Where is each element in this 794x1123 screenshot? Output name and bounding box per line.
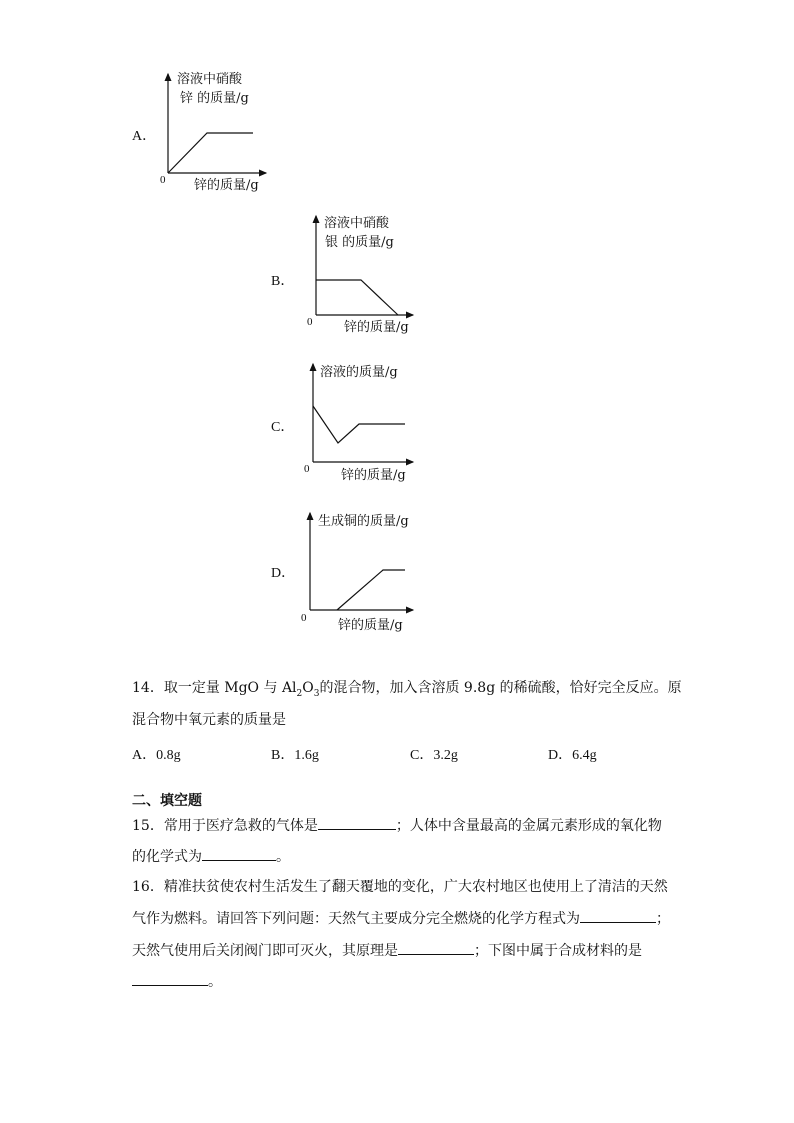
q14-text-a: 14．取一定量 MgO 与 Al — [132, 680, 297, 696]
graph-a-xlabel: 锌的质量/g — [194, 178, 259, 193]
q15-line2 — [132, 846, 290, 867]
graph-b-ylabel-line2: 银 的质量/g — [325, 235, 394, 250]
graph-a-ylabel-line1: 溶液中硝酸 — [177, 72, 243, 87]
q15-text-c: 的化学式为 — [132, 849, 202, 865]
graph-b-xlabel: 锌的质量/g — [344, 320, 409, 335]
option-a-label: A． — [132, 129, 157, 144]
section-title: 二、填空题 — [132, 793, 202, 809]
graph-c-xlabel: 锌的质量/g — [341, 468, 406, 483]
q15-blank-2[interactable] — [202, 846, 276, 861]
q14-choice-b: B．1.6g — [271, 748, 319, 763]
graph-b-origin: 0 — [307, 316, 313, 328]
q14-sub2: 3 — [313, 688, 320, 699]
q14-line2: 混合物中氧元素的质量是 — [132, 712, 286, 728]
q15-text-b: ；人体中含量最高的金属元素形成的氧化物 — [395, 818, 662, 834]
q16-text-a: 气作为燃料。请回答下列问题：天然气主要成分完全燃烧的化学方程式为 — [132, 911, 580, 927]
q16-blank-2[interactable] — [398, 940, 474, 955]
q16-blank-3[interactable] — [132, 971, 208, 986]
q16-line4 — [132, 971, 222, 992]
q16-text-c: 天然气使用后关闭阀门即可灭火，其原理是 — [132, 943, 398, 959]
q15-blank-1[interactable] — [318, 815, 396, 830]
graph-d-origin: 0 — [301, 612, 307, 624]
graph-d-curve — [337, 570, 405, 610]
q14-choice-a: A．0.8g — [132, 748, 181, 763]
graph-c-ylabel: 溶液的质量/g — [320, 365, 398, 380]
graph-a-curve — [168, 133, 253, 173]
q16-text-e: 。 — [208, 974, 222, 990]
q15-line1 — [132, 815, 662, 836]
option-d-label: D． — [271, 566, 296, 581]
q15-text-d: 。 — [276, 849, 290, 865]
graph-a-origin: 0 — [160, 174, 166, 186]
q16-text-d: ；下图中属于合成材料的是 — [474, 943, 642, 959]
option-b-label: B． — [271, 274, 295, 289]
graph-c-curve — [313, 406, 405, 443]
q16-text-b: ； — [656, 911, 670, 927]
q14-choice-d: D．6.4g — [548, 748, 597, 763]
graph-d-ylabel: 生成铜的质量/g — [318, 514, 409, 529]
q16-line2 — [132, 908, 670, 929]
q14-sub1: 2 — [296, 688, 303, 699]
graph-d-xlabel: 锌的质量/g — [338, 618, 403, 633]
q16-line1: 16．精准扶贫使农村生活发生了翻天覆地的变化，广大农村地区也使用上了清洁的天然 — [132, 879, 668, 895]
graph-a-ylabel-line2: 锌 的质量/g — [180, 91, 249, 106]
option-c-label: C． — [271, 420, 295, 435]
graph-c-origin: 0 — [304, 463, 310, 475]
q16-blank-1[interactable] — [580, 908, 656, 923]
q14-mid: O — [302, 680, 314, 696]
q14-text-b: 的混合物，加入含溶质 9.8g 的稀硫酸，恰好完全反应。原 — [319, 680, 682, 696]
q14-line1 — [132, 678, 682, 704]
q15-text-a: 15．常用于医疗急救的气体是 — [132, 818, 318, 834]
q14-choice-c: C．3.2g — [410, 748, 458, 763]
graph-b-ylabel-line1: 溶液中硝酸 — [324, 216, 390, 231]
graph-b-curve — [316, 280, 398, 315]
q16-line3 — [132, 940, 642, 961]
